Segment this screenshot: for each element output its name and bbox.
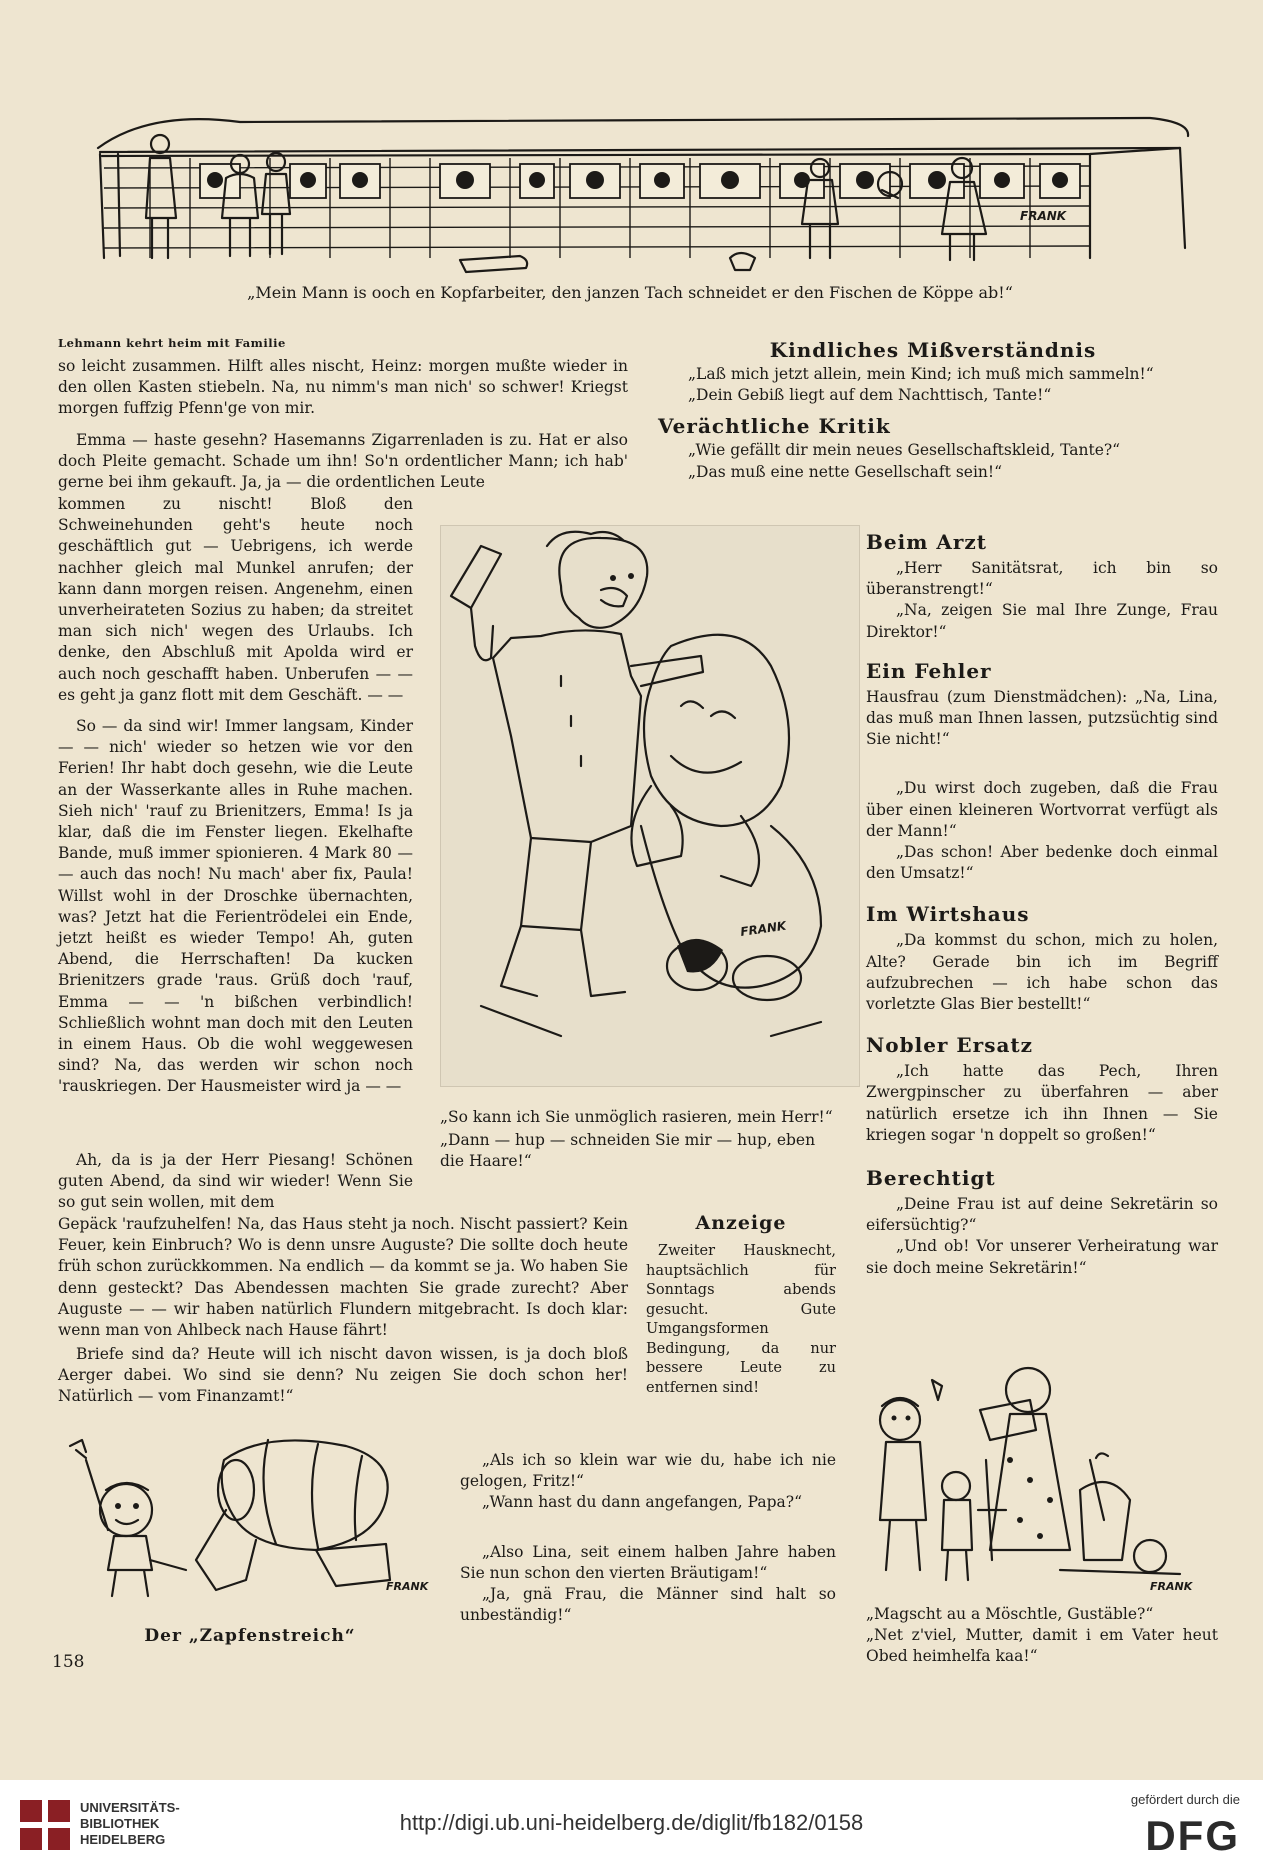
logo-line-2: BIBLIOTHEK: [80, 1816, 160, 1831]
quote-fritz-1: „Als ich so klein war wie du, habe ich nie gelogen, Fritz!“: [460, 1451, 836, 1491]
article-paragraph-5: Briefe sind da? Heute will ich nischt davon wissen, is ja doch bloß Aerger dabei. Wo sind sie denn? Nu zeigen Sie doch schon her! Natürlich — vom Finanzamt!“: [58, 1345, 628, 1406]
heading-berechtigt: Berechtigt: [866, 1166, 996, 1191]
quote-wortvorrat-1: „Du wirst doch zugeben, daß die Frau über einen kleineren Wortvorrat verfügt als der Mann!“: [866, 779, 1218, 840]
barber-caption-2: „Dann — hup — schneiden Sie mir — hup, eben die Haare!“: [440, 1131, 816, 1171]
heading-kindliches: Kindliches Mißverständnis: [769, 338, 1097, 362]
quote-fehler-1: Hausfrau (zum Dienstmädchen): „Na, Lina, das muß man Ihnen lassen, putzsüchtig sind Sie nicht!“: [866, 687, 1218, 749]
barber-caption-1: „So kann ich Sie unmöglich rasieren, mein Herr!“: [440, 1108, 833, 1126]
quote-arzt-1: „Herr Sanitätsrat, ich bin so überanstrengt!“: [866, 559, 1218, 599]
heading-ersatz: Nobler Ersatz: [866, 1033, 1034, 1058]
most-cartoon: [860, 1360, 1220, 1600]
heading-wirtshaus: Im Wirtshaus: [866, 902, 1030, 927]
quote-arzt-2: „Na, zeigen Sie mal Ihre Zunge, Frau Direktor!“: [866, 601, 1218, 641]
quote-kritik-2: „Das muß eine nette Gesellschaft sein!“: [688, 462, 1003, 481]
quote-lina-1: „Also Lina, seit einem halben Jahre haben Sie nun schon den vierten Bräutigam!“: [460, 1542, 836, 1582]
article-paragraph-2a: Emma — haste gesehn? Hasemanns Zigarrenladen is zu. Hat er also doch Pleite gemacht. Schade um ihn! So'n ordentlicher Mann; ich hab' gerne bei ihm gekauft. Ja, ja — die ordentlichen Leute: [58, 431, 628, 492]
quote-berechtigt-2: „Und ob! Vor unserer Verheiratung war sie doch meine Sekretärin!“: [866, 1237, 1218, 1277]
anzeige-text: Zweiter Hausknecht, hauptsächlich für Sonntags abends gesucht. Gute Umgangsformen Bedingung, da nur bessere Leute zu entfernen sind!: [646, 1243, 836, 1396]
barber-cartoon-frame: [440, 525, 860, 1087]
logo-line-3: HEIDELBERG: [80, 1832, 166, 1847]
signature-frank: FRANK: [386, 1580, 429, 1593]
top-cartoon-caption: „Mein Mann is ooch en Kopfarbeiter, den janzen Tach schneidet er den Fischen de Köppe ab!“: [247, 283, 1013, 302]
zapfenstreich-cartoon: [56, 1430, 446, 1600]
quote-most-2: „Net z'viel, Mutter, damit i em Vater heut Obed heimhelfa kaa!“: [866, 1626, 1218, 1666]
article-paragraph-1: so leicht zusammen. Hilft alles nischt, Heinz: morgen mußte wieder in den ollen Kasten stiebeln. Na, nu nimm's man nich' so schwer! Kriegst morgen fuffzig Pfenn'ge von mir.: [58, 357, 628, 418]
heading-arzt: Beim Arzt: [866, 530, 988, 554]
quote-berechtigt-1: „Deine Frau ist auf deine Sekretärin so eifersüchtig?“: [866, 1195, 1218, 1235]
signature-frank: FRANK: [739, 918, 788, 939]
quote-wirtshaus-1: „Da kommst du schon, mich zu holen, Alte? Gerade bin ich im Begriff aufzubrechen — ich habe schon das vorletzte Glas Bier bestellt!“: [866, 931, 1218, 1014]
quote-most-1: „Magscht au a Möschtle, Gustäble?“: [866, 1605, 1154, 1623]
market-stall-cartoon: [90, 108, 1200, 286]
funding-note: gefördert durch die: [1130, 1792, 1240, 1807]
heading-fehler: Ein Fehler: [866, 658, 992, 683]
signature-frank: FRANK: [1150, 1580, 1193, 1593]
page-number: 158: [52, 1652, 85, 1672]
article-title: Lehmann kehrt heim mit Familie: [58, 336, 286, 350]
article-paragraph-3: So — da sind wir! Immer langsam, Kinder — — nich' wieder so hetzen wie vor den Ferien! Ihr habt doch gesehn, wie die Leute an der Wasserkante alles in Ruhe machen. Sieh nich' 'rauf zu Brienitzers, Emma! Is ja klar, daß die im Fenster liegen. Ekelhafte Bande, muß immer spionieren. 4 Mark 80 — — auch das noch! Nu mach' aber fix, Paula! Willst wohl in der Droschke übernachten, was? Jetzt hat die Ferientrödelei ein Ende, jetzt heißt es wieder Tempo! Ah, guten Abend, die Herrschaften! Da kucken Brienitzers grade 'raus. Grüß doch 'rauf, Emma — — 'n bißchen verbindlich! Schließlich wohnt man doch mit den Leuten in einem Haus. Ob die wohl weggewesen sind? Na, das werden wir schon noch 'rauskriegen. Der Hausmeister wird ja — —: [58, 717, 413, 1096]
permalink-url[interactable]: http://digi.ub.uni-heidelberg.de/diglit/fb182/0158: [399, 1810, 864, 1835]
quote-ersatz-1: „Ich hatte das Pech, Ihren Zwergpinscher zu überfahren — aber natürlich ersetze ich ihn Ihnen — Sie kriegen sogar 'n doppelt so großen!“: [866, 1062, 1218, 1144]
quote-lina-2: „Ja, gnä Frau, die Männer sind halt so unbeständig!“: [460, 1585, 836, 1625]
barber-cartoon: [441, 526, 859, 1086]
quote-kindliches-2: „Dein Gebiß liegt auf dem Nachttisch, Tante!“: [688, 386, 1052, 405]
quote-fritz-2: „Wann hast du dann angefangen, Papa?“: [482, 1493, 802, 1512]
quote-wortvorrat-2: „Das schon! Aber bedenke doch einmal den Umsatz!“: [866, 843, 1218, 883]
heading-anzeige: Anzeige: [695, 1212, 787, 1234]
logo-line-1: UNIVERSITÄTS-: [80, 1800, 180, 1815]
zapfenstreich-caption: Der „Zapfenstreich“: [144, 1626, 356, 1646]
quote-kritik-1: „Wie gefällt dir mein neues Gesellschaftskleid, Tante?“: [688, 441, 1121, 460]
dfg-logo: DFG: [1145, 1812, 1240, 1859]
article-paragraph-4a: Ah, da is ja der Herr Piesang! Schönen guten Abend, da sind wir wieder! Wenn Sie so gut sein wollen, mit dem: [58, 1151, 413, 1212]
signature-frank: FRANK: [1020, 209, 1067, 223]
article-paragraph-4b: Gepäck 'raufzuhelfen! Na, das Haus steht ja noch. Nischt passiert? Kein Feuer, kein Einbruch? Wo is denn unsre Auguste? Die sollte doch heute früh schon zurückkommen. Na endlich — da kommt se ja. Wo haben Sie denn gesteckt? Das Abendessen machten Sie grade zurecht? Aber Auguste — — wir haben natürlich Flundern mitgebracht. Is doch klar: wenn man von Ahlbeck nach Hause fährt!: [58, 1215, 628, 1340]
article-paragraph-2b: kommen zu nischt! Bloß den Schweinehunden geht's heute noch geschäftlich gut — Uebrigens, ich werde nachher gleich mal Munkel anrufen; der kann dann morgen reisen. Angenehm, einen unverheirateten Sozius zu haben; da streitet man sich nich' wegen des Urlaubs. Ich denke, den Abschluß mit Apolda wird er auch noch geschafft haben. Unberufen — — es geht ja ganz flott mit dem Geschäft. — —: [58, 495, 413, 704]
heading-kritik: Verächtliche Kritik: [658, 414, 891, 439]
quote-kindliches-1: „Laß mich jetzt allein, mein Kind; ich muß mich sammeln!“: [688, 365, 1154, 383]
digitization-footer: [0, 1780, 1263, 1872]
